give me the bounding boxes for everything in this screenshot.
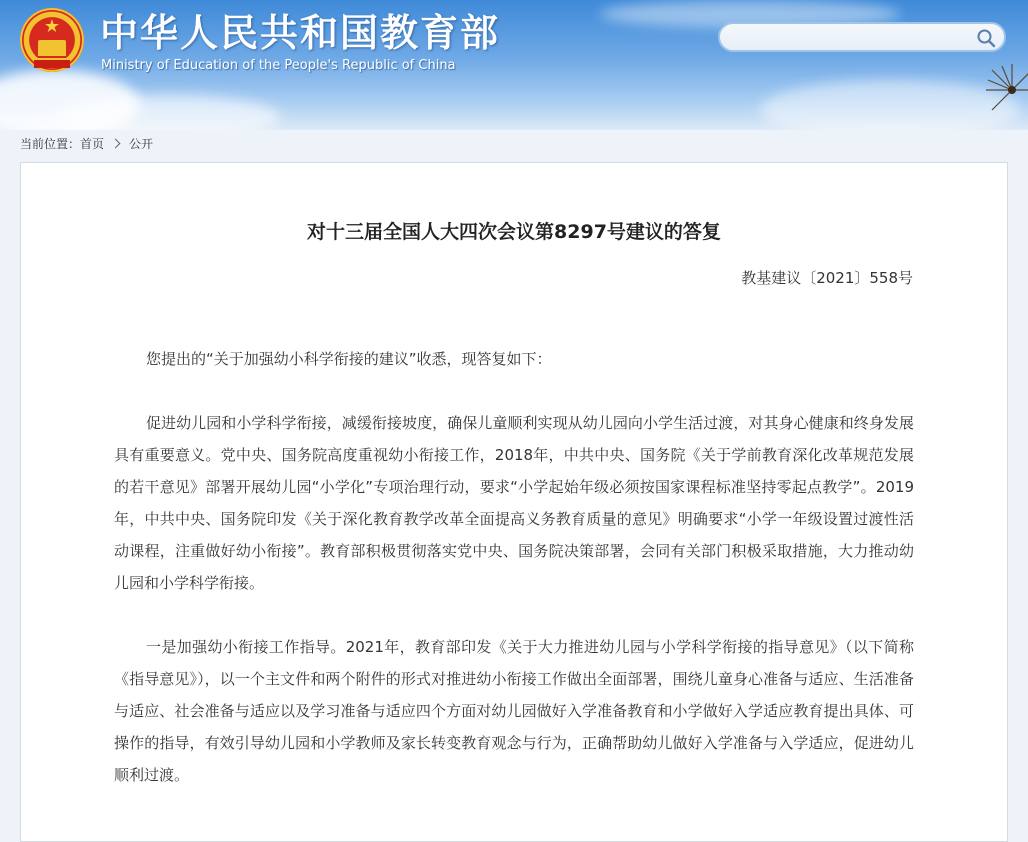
paragraph-measure-one: 一是加强幼小衔接工作指导。2021年，教育部印发《关于大力推进幼儿园与小学科学衔接的指导意见》（以下简称《指导意见》），以一个主文件和两个附件的形式对推进幼小衔接工作做出全面部署，围绕儿童身心准备与适应、生活准备与适应、社会准备与适应以及学习准备与适应四个方面对幼儿园做好入学准备教育和小学做好入学适应教育提出具体、可操作的指导，有效引导幼儿园和小学教师及家长转变教育观念与行为，正确帮助幼儿做好入学准备与入学适应，促进幼儿顺利过渡。 [114, 638, 914, 784]
document-title: 对十三届全国人大四次会议第8297号建议的答复 [307, 221, 721, 243]
breadcrumb-public-link[interactable]: 公开 [129, 137, 154, 151]
paragraph-greeting: 您提出的“关于加强幼小科学衔接的建议”收悉，现答复如下： [146, 350, 552, 368]
article-container [20, 162, 1008, 842]
star-icon: ★ [43, 16, 61, 37]
search-box [718, 22, 1006, 52]
dandelion-icon [982, 60, 1028, 120]
breadcrumb-label: 当前位置： [20, 137, 81, 151]
search-icon[interactable] [976, 28, 996, 48]
site-subtitle: Ministry of Education of the People's Republic of China [101, 58, 456, 73]
national-emblem-icon[interactable] [20, 8, 84, 72]
cloud-decoration [760, 80, 1020, 130]
tiananmen-icon [38, 40, 66, 56]
chevron-right-icon [111, 139, 121, 149]
site-header [0, 0, 1028, 130]
cloud-decoration [60, 95, 280, 130]
breadcrumb-home-link[interactable]: 首页 [80, 137, 105, 151]
site-title[interactable]: 中华人民共和国教育部 [100, 11, 501, 55]
breadcrumb [20, 135, 153, 153]
document-number: 教基建议〔2021〕558号 [741, 269, 913, 287]
paragraph-background: 促进幼儿园和小学科学衔接，减缓衔接坡度，确保儿童顺利实现从幼儿园向小学生活过渡，对其身心健康和终身发展具有重要意义。党中央、国务院高度重视幼小衔接工作，2018年，中共中央、国务院《关于学前教育深化改革规范发展的若干意见》部署开展幼儿园“小学化”专项治理行动，要求“小学起始年级必须按国家课程标准坚持零起点教学”。2019年，中共中央、国务院印发《关于深化教育教学改革全面提高义务教育质量的意见》明确要求“小学一年级设置过渡性活动课程，注重做好幼小衔接”。教育部积极贯彻落实党中央、国务院决策部署，会同有关部门积极采取措施，大力推动幼儿园和小学科学衔接。 [114, 414, 914, 592]
search-input[interactable] [732, 28, 976, 48]
ribbon-icon [34, 58, 70, 68]
